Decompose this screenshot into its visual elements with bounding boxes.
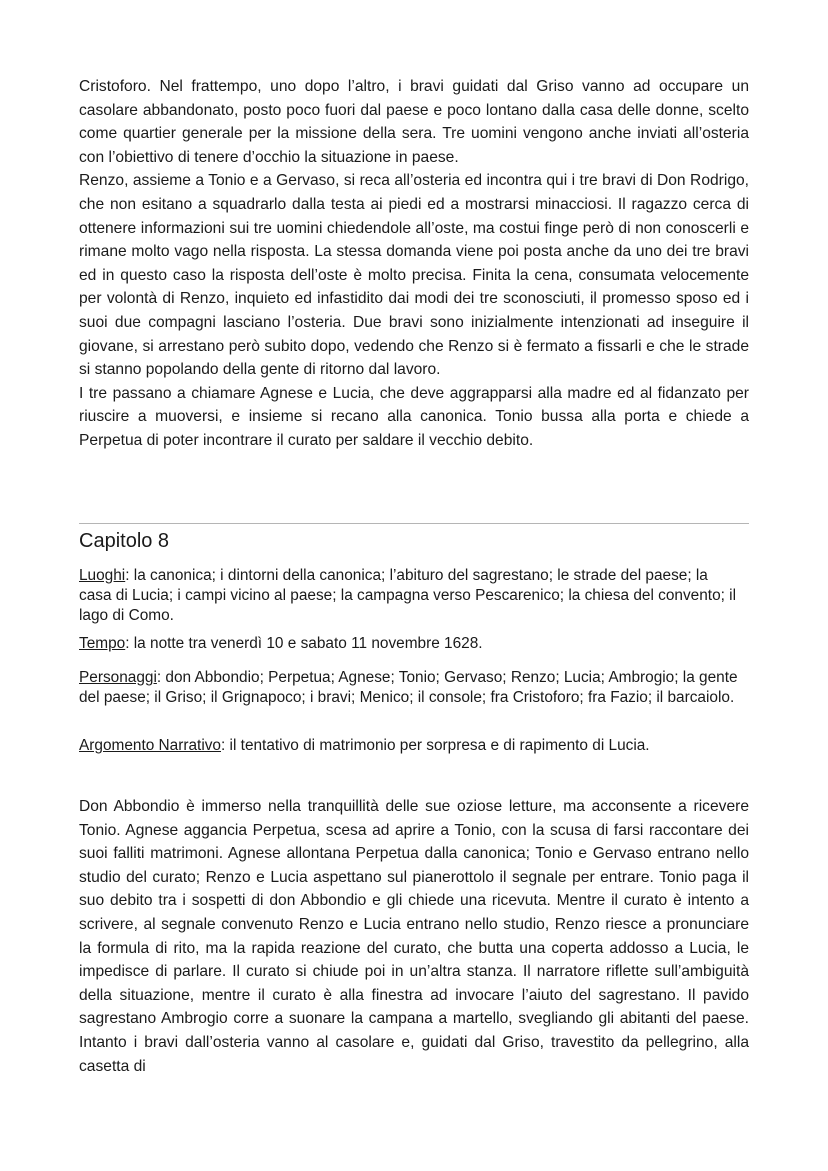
meta-argomento xyxy=(79,736,739,756)
meta-value: : la notte tra venerdì 10 e sabato 11 novembre 1628. xyxy=(125,635,483,652)
meta-label: Luoghi xyxy=(79,567,126,584)
meta-label: Argomento Narrativo xyxy=(79,737,221,754)
chapter-summary xyxy=(79,795,749,1078)
chapter-title: Capitolo 8 xyxy=(79,530,170,552)
meta-tempo xyxy=(79,634,739,654)
paragraph: Cristoforo. Nel frattempo, uno dopo l’altro, i bravi guidati dal Griso vanno ad occupare un casolare abbandonato, posto poco fuori dal paese e poco lontano dalla casa delle donne, scelto come quartier generale per la missione della sera. Tre uomini vengono anche inviati all’osteria con l’obiettivo di tenere d’occhio la situazione in paese. xyxy=(79,78,749,166)
section-divider xyxy=(79,523,749,524)
paragraph: I tre passano a chiamare Agnese e Lucia, che deve aggrapparsi alla madre ed al fidanzato per riuscire a muoversi, e insieme si recano alla canonica. Tonio bussa alla porta e chiede a Perpetua di poter incontrare il curato per saldare il vecchio debito. xyxy=(79,384,749,449)
meta-value: : il tentativo di matrimonio per sorpresa e di rapimento di Lucia. xyxy=(221,737,650,754)
paragraph: Don Abbondio è immerso nella tranquillità delle sue oziose letture, ma acconsente a ricevere Tonio. Agnese aggancia Perpetua, scesa ad aprire a Tonio, con la scusa di farsi raccontare dei suoi falliti matrimoni. Agnese allontana Perpetua dalla canonica; Tonio e Gervaso entrano nello studio del curato; Renzo e Lucia aspettano sul pianerottolo il segnale per entrare. Tonio paga il suo debito tra i sospetti di don Abbondio e gli chiede una ricevuta. Mentre il curato è intento a scrivere, al segnale convenuto Renzo e Lucia entrano nello studio, Renzo riesce a pronunciare la formula di rito, ma la rapida reazione del curato, che butta una coperta addosso a Lucia, le impedisce di parlare. Il curato si chiude poi in un’altra stanza. Il narratore riflette sull’ambiguità della situazione, mentre il curato è alla finestra ad invocare l’aiuto del sagrestano. Il pavido sagrestano Ambrogio corre a suonare la campana a martello, svegliando gli abitanti del paese. Intanto i bravi dall’osteria vanno al casolare e, guidati dal Griso, travestito da pellegrino, alla casetta di xyxy=(79,798,749,1075)
meta-personaggi xyxy=(79,668,739,708)
previous-chapter-text xyxy=(79,75,749,453)
meta-luoghi xyxy=(79,566,739,626)
meta-value: : don Abbondio; Perpetua; Agnese; Tonio; Gervaso; Renzo; Lucia; Ambrogio; la gente del paese; il Griso; il Grignapoco; i bravi; Menico; il console; fra Cristoforo; fra Fazio; il barcaiolo. xyxy=(79,669,738,706)
meta-label: Personaggi xyxy=(79,669,157,686)
meta-label: Tempo xyxy=(79,635,126,652)
paragraph: Renzo, assieme a Tonio e a Gervaso, si reca all’osteria ed incontra qui i tre bravi di Don Rodrigo, che non esitano a squadrarlo dalla testa ai piedi ed a mostrarsi minacciosi. Il ragazzo cerca di ottenere informazioni sui tre uomini chiedendole all’oste, ma costui finge però di non conoscerli e rimane molto vago nella risposta. La stessa domanda viene poi posta anche da uno dei tre bravi ed in questo caso la risposta dell’oste è molto precisa. Finita la cena, consumata velocemente per volontà di Renzo, inquieto ed infastidito dai modi dei tre sconosciuti, il promesso sposo ed i suoi due compagni lasciano l’osteria. Due bravi sono inizialmente intenzionati ad inseguire il giovane, si arrestano però subito dopo, vedendo che Renzo si è fermato a fissarli e che le strade si stanno popolando della gente di ritorno dal lavoro. xyxy=(79,172,749,379)
meta-value: : la canonica; i dintorni della canonica; l’abituro del sagrestano; le strade del paese; la casa di Lucia; i campi vicino al paese; la campagna verso Pescarenico; la chiesa del convento; il lago di Como. xyxy=(79,567,737,624)
